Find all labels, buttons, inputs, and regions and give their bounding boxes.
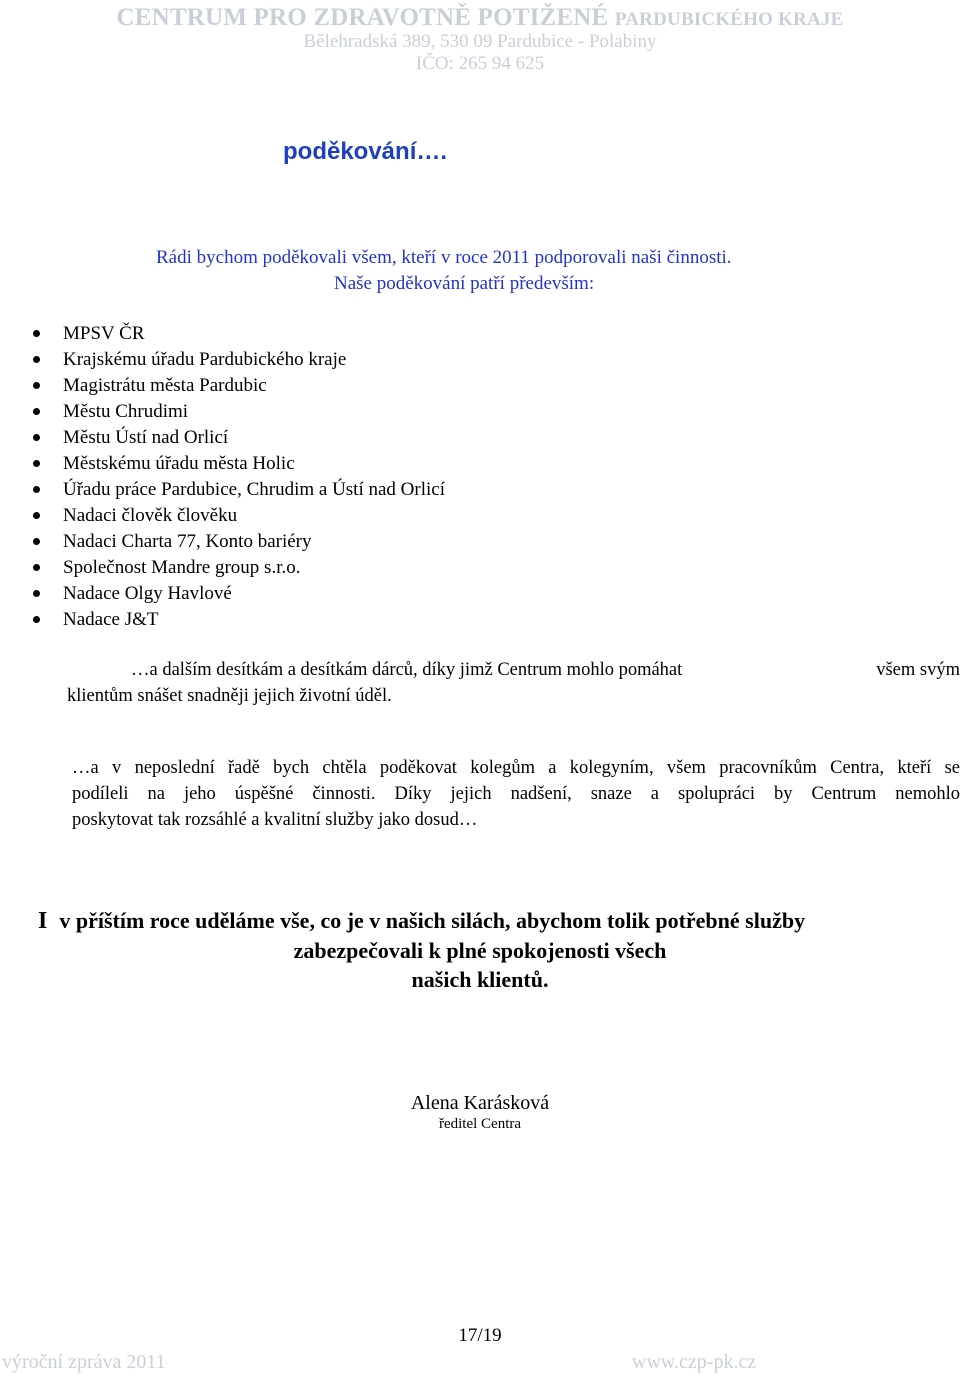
letterhead-address: Bělehradská 389, 530 09 Pardubice - Polabiny	[303, 31, 657, 52]
closing-line-1	[0, 906, 960, 936]
list-item-label: Magistrátu města Pardubic	[63, 375, 267, 396]
list-item-label: Městu Chrudimi	[63, 401, 189, 422]
bullet-icon	[33, 564, 40, 571]
bullet-icon	[33, 330, 40, 337]
footer-right: www.czp-pk.cz	[632, 1351, 757, 1373]
closing-line-3: našich klientů.	[411, 967, 549, 992]
list-item	[33, 347, 445, 373]
bullet-icon	[33, 590, 40, 597]
letterhead-ico: IČO: 265 94 625	[415, 53, 545, 74]
letterhead-org-region: PARDUBICKÉHO KRAJE	[614, 9, 844, 30]
bullet-icon	[33, 434, 40, 441]
list-item	[33, 399, 445, 425]
signature-name: Alena Karásková	[410, 1092, 550, 1114]
bullet-icon	[33, 382, 40, 389]
list-item	[33, 529, 445, 555]
list-item-label: Městu Ústí nad Orlicí	[63, 427, 229, 448]
page-title: poděkování….	[283, 138, 448, 165]
footer-left: výroční zpráva 2011	[2, 1351, 166, 1373]
list-item	[33, 477, 445, 503]
list-item	[33, 503, 445, 529]
page-number: 17/19	[458, 1325, 502, 1346]
signature-role: ředitel Centra	[438, 1116, 522, 1132]
closing-statement	[0, 906, 960, 994]
staff-paragraph	[72, 755, 960, 833]
list-item-label: Nadaci Charta 77, Konto bariéry	[63, 531, 312, 552]
bullet-icon	[33, 538, 40, 545]
bullet-icon	[33, 616, 40, 623]
donors-paragraph-line-1-left: …a dalším desítkám a desítkám dárců, díky jimž Centrum mohlo pomáhat	[131, 660, 683, 680]
list-item	[33, 321, 445, 347]
list-item	[33, 555, 445, 581]
bullet-icon	[33, 460, 40, 467]
list-item	[33, 425, 445, 451]
list-item	[33, 581, 445, 607]
staff-paragraph-line-2: podíleli na jeho úspěšné činnosti. Díky jejich nadšení, snaze a spolupráci by Centrum nemohlo	[72, 784, 960, 804]
list-item-label: Městskému úřadu města Holic	[63, 453, 295, 474]
list-item-label: Společnost Mandre group s.r.o.	[63, 557, 301, 578]
closing-initial: I	[38, 908, 48, 934]
list-item-label: Krajskému úřadu Pardubického kraje	[63, 349, 347, 370]
bullet-icon	[33, 408, 40, 415]
donors-paragraph	[67, 657, 960, 709]
list-item	[33, 373, 445, 399]
list-item	[33, 607, 445, 633]
bullet-icon	[33, 512, 40, 519]
intro-line-2: Naše poděkování patří především:	[334, 273, 595, 294]
closing-line-2: zabezpečovali k plné spokojenosti všech	[293, 938, 667, 963]
list-item-label: Nadace Olgy Havlové	[63, 583, 232, 604]
letterhead-title	[0, 4, 960, 32]
letterhead-org-main: CENTRUM PRO ZDRAVOTNĚ POTIŽENÉ	[116, 4, 609, 31]
list-item-label: Úřadu práce Pardubice, Chrudim a Ústí nad Orlicí	[63, 479, 445, 500]
list-item-label: Nadaci člověk člověku	[63, 505, 238, 526]
staff-paragraph-line-1: …a v neposlední řadě bych chtěla poděkovat kolegům a kolegyním, všem pracovníkům Centra, kteří se	[72, 758, 960, 778]
list-item	[33, 451, 445, 477]
donors-paragraph-line-1	[67, 657, 960, 683]
donors-paragraph-line-2: klientům snášet snadněji jejich životní úděl.	[67, 686, 392, 706]
list-item-label: Nadace J&T	[63, 609, 159, 630]
closing-line-1-text: v příštím roce uděláme vše, co je v našich silách, abychom tolik potřebné služby	[59, 908, 806, 933]
supporters-list	[33, 321, 445, 633]
staff-paragraph-line-3: poskytovat tak rozsáhlé a kvalitní služby jako dosud…	[72, 810, 478, 830]
intro-line-1: Rádi bychom poděkovali všem, kteří v roce 2011 podporovali naši činnosti.	[156, 247, 732, 268]
bullet-icon	[33, 486, 40, 493]
donors-paragraph-line-1-right: všem svým	[876, 660, 960, 680]
bullet-icon	[33, 356, 40, 363]
list-item-label: MPSV ČR	[63, 323, 145, 344]
